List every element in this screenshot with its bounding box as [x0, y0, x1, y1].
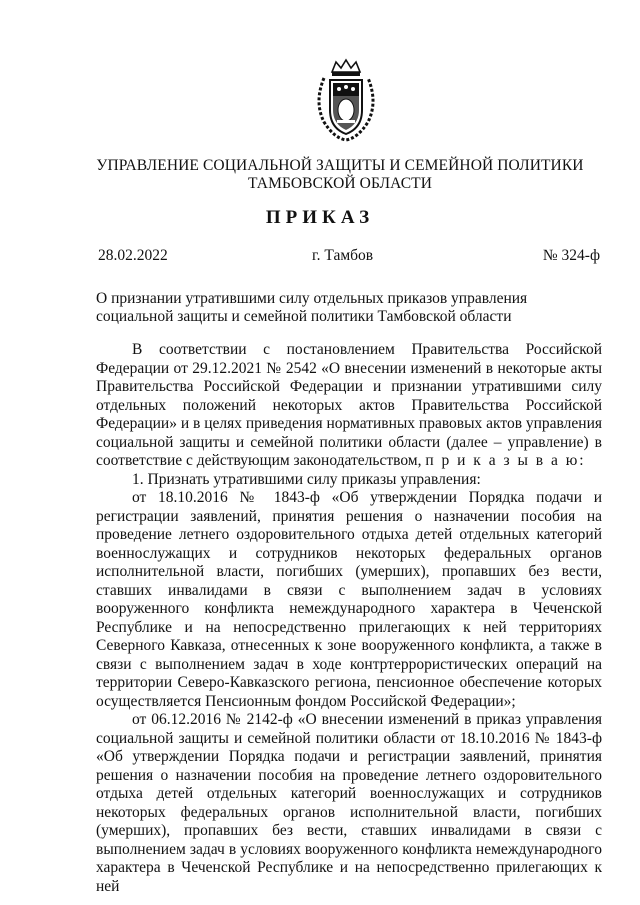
intro-text: В соответствии с постановлением Правительства Российской Федерации от 29.12.2021 № 2542 «О внесении изменений в некоторые акты Правительства Российской Федерации и признании утратившими силу отдельных положений некоторых актов Правительства Российской Федерации» и в целях приведения нормативных правовых актов управления социальной защиты и семейной политики области (далее – управление) в соответствие с действующим законодательством,	[96, 341, 603, 469]
intro-paragraph	[96, 341, 602, 471]
coat-of-arms-emblem	[310, 58, 382, 142]
order-1843-paragraph: от 18.10.2016 № 1843-ф «Об утверждении Порядка подачи и регистрации заявлений, принятия решения о назначении пособия на проведение летнего оздоровительного отдыха детей отдельных категорий военнослужащих и сотрудников некоторых федеральных органов исполнительной власти, погибших (умерших), пропавших без вести, ставших инвалидами в связи с выполнением задач в условиях вооруженного конфликта немеждународного характера в Чеченской Республике и на непосредственно прилегающих к ней территориях Северного Кавказа, отнесенных к зоне вооруженного конфликта, а также в связи с выполнением задач в ходе контртеррористических операций на территории Северо-Кавказского региона, пенсионное обеспечение которых осуществляется Пенсионным фондом Российской Федерации»;	[96, 489, 602, 710]
organization-line-1: УПРАВЛЕНИЕ СОЦИАЛЬНОЙ ЗАЩИТЫ И СЕМЕЙНОЙ ПОЛИТИКИ	[96, 157, 584, 174]
order-word: п р и к а з ы в а ю:	[425, 452, 586, 469]
document-date: 28.02.2022	[98, 247, 168, 264]
document-city: г. Тамбов	[312, 247, 374, 264]
document-subject: О признании утратившими силу отдельных приказов управления социальной защиты и семейной политики Тамбовской области	[96, 290, 528, 325]
organization-name	[60, 157, 620, 193]
order-2142-paragraph: от 06.12.2016 № 2142-ф «О внесении изменений в приказ управления социальной защиты и семейной политики области от 18.10.2016 № 1843-ф «Об утверждении Порядка подачи и регистрации заявлений, принятия решения о назначении пособия на проведение летнего оздоровительного отдыха детей отдельных категорий военнослужащих и сотрудников некоторых федеральных органов исполнительной власти, погибших (умерших), пропавших без вести, ставших инвалидами в связи с выполнением задач в условиях вооруженного конфликта немеждународного характера в Чеченской Республике и на непосредственно прилегающих к ней	[96, 711, 602, 895]
item-1-paragraph: 1. Признать утратившими силу приказы управления:	[132, 470, 481, 488]
document-number: № 324-ф	[542, 247, 600, 264]
organization-line-2: ТАМБОВСКОЙ ОБЛАСТИ	[248, 175, 432, 192]
document-body	[96, 341, 602, 896]
document-type-title: ПРИКАЗ	[265, 207, 375, 228]
